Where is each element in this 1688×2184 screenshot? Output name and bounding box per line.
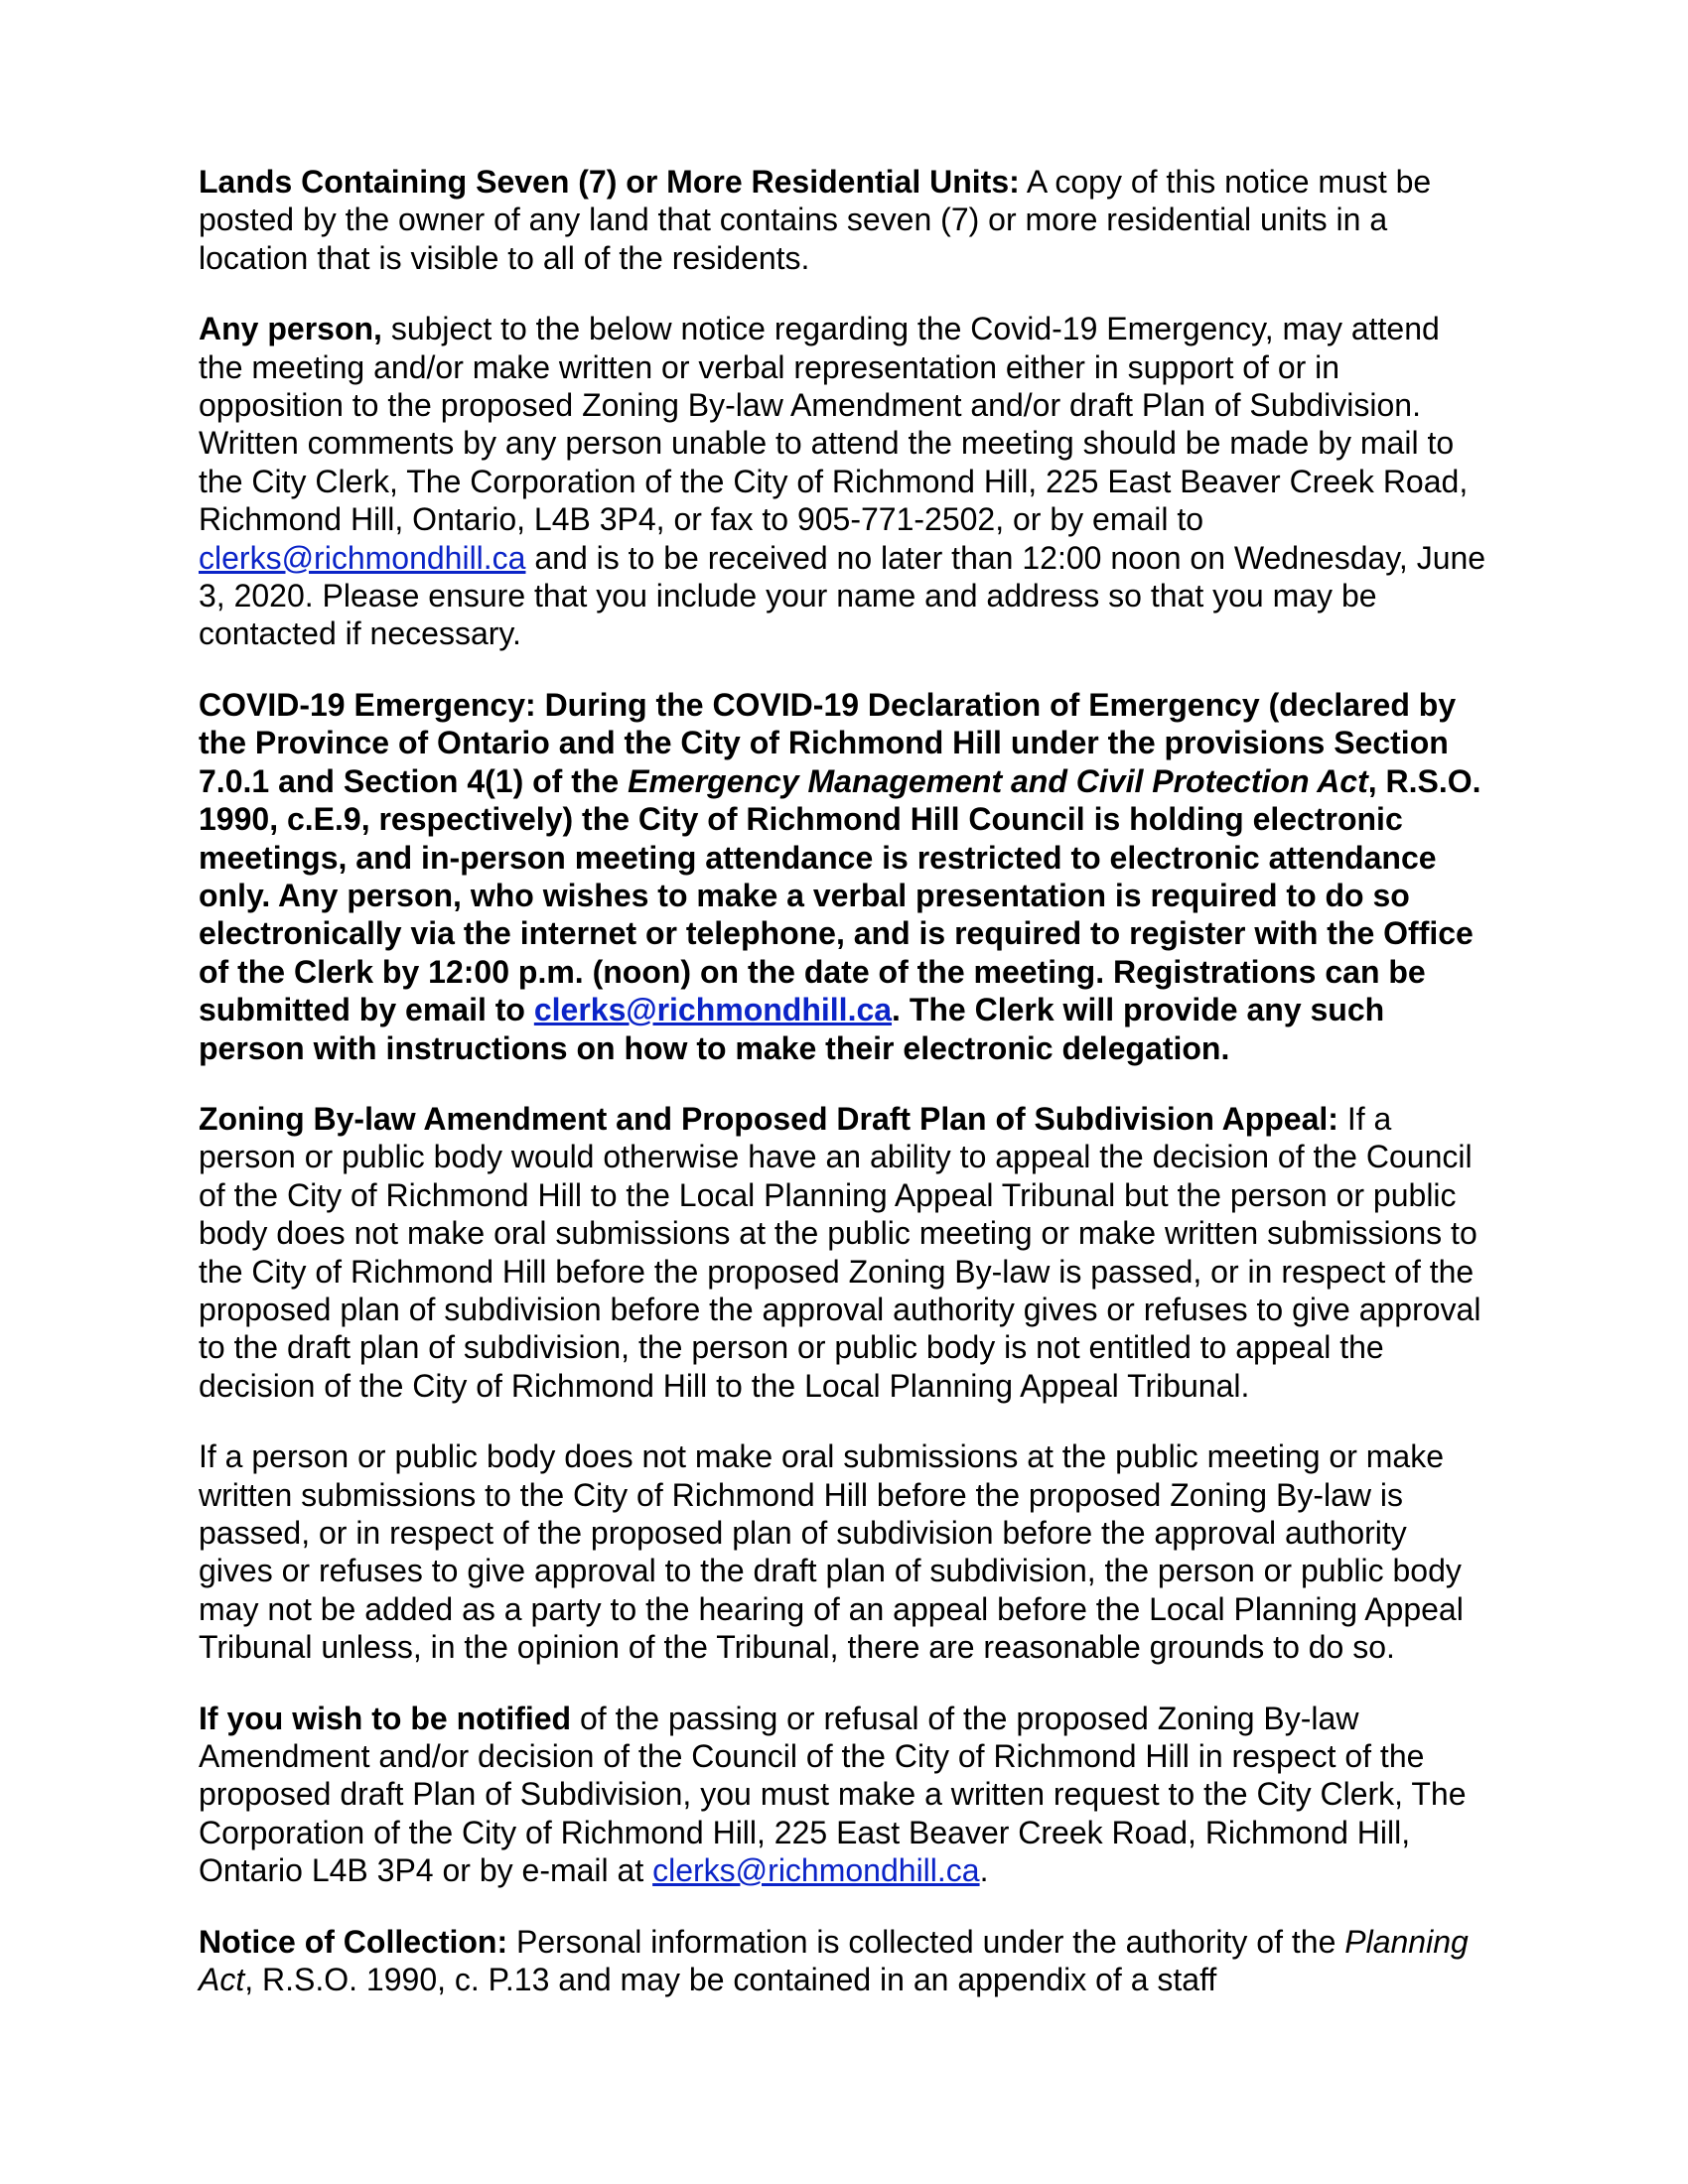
paragraph-any-person	[199, 310, 1489, 653]
paragraph-text: A copy of this notice must be posted by the owner of any land that contains seven (7) or more residential units in a location that is visible to all of the residents.	[199, 164, 1432, 276]
paragraph-text: If a person or public body would otherwise have an ability to appeal the decision of the Council of the City of Richmond Hill to the Local Planning Appeal Tribunal but the person or public body does not make oral submissions at the public meeting or make written submissions to the City of Richmond Hill before the proposed Zoning By-law is passed, or in respect of the proposed plan of subdivision before the approval authority gives or refuses to give approval to the draft plan of subdivision, the person or public body is not entitled to appeal the decision of the City of Richmond Hill to the Local Planning Appeal Tribunal.	[199, 1100, 1481, 1404]
paragraph-text: . The Clerk will provide any such person with instructions on how to make their electronic delegation.	[199, 992, 1385, 1066]
paragraph-text: .	[979, 1852, 989, 1889]
document-body	[199, 163, 1489, 2031]
paragraph-heading: If you wish to be notified	[199, 1700, 572, 1736]
act-title: Emergency Management and Civil Protection Act	[628, 762, 1368, 799]
paragraph-appeal	[199, 1100, 1489, 1405]
paragraph-heading: Zoning By-law Amendment and Proposed Draft Plan of Subdivision Appeal:	[199, 1100, 1338, 1137]
paragraph-notice-of-collection	[199, 1923, 1489, 1999]
paragraph-text: Personal information is collected under the authority of the	[507, 1923, 1345, 1960]
paragraph-notification	[199, 1700, 1489, 1890]
paragraph-heading: Notice of Collection:	[199, 1923, 508, 1960]
paragraph-heading: Any person,	[199, 311, 382, 347]
paragraph-residential-units	[199, 163, 1489, 277]
clerks-email-link[interactable]: clerks@richmondhill.ca	[533, 992, 893, 1028]
act-title: Planning Act	[199, 1923, 1469, 1998]
paragraph-heading: Lands Containing Seven (7) or More Residential Units:	[199, 164, 1020, 200]
paragraph-text: , R.S.O. 1990, c.E.9, respectively) the City of Richmond Hill Council is holding electronic meetings, and in-person meeting attendance is restricted to electronic attendance only. Any person, who wishes to make a verbal presentation is required to do so electronically via the internet or telephone, and is required to register with the Office of the Clerk by 12:00 p.m. (noon) on the date of the meeting. Registrations can be submitted by email to	[199, 762, 1481, 1028]
paragraph-text: , R.S.O. 1990, c. P.13 and may be contained in an appendix of a staff	[244, 1962, 1217, 1998]
paragraph-text: COVID-19 Emergency: During the COVID-19 Declaration of Emergency (declared by the Province of Ontario and the City of Richmond Hill under the provisions Section 7.0.1 and Section 4(1) of the	[199, 686, 1457, 799]
paragraph-text: of the passing or refusal of the proposed Zoning By-law Amendment and/or decision of the Council of the City of Richmond Hill in respect of the proposed draft Plan of Subdivision, you must make a written request to the City Clerk, The Corporation of the City of Richmond Hill, 225 East Beaver Creek Road, Richmond Hill, Ontario L4B 3P4 or by e-mail at	[199, 1700, 1467, 1889]
paragraph-party-to-hearing	[199, 1437, 1489, 1666]
paragraph-text: subject to the below notice regarding the Covid-19 Emergency, may attend the meeting and/or make written or verbal representation either in support of or in opposition to the proposed Zoning By-law Amendment and/or draft Plan of Subdivision. Written comments by any person unable to attend the meeting should be made by mail to the City Clerk, The Corporation of the City of Richmond Hill, 225 East Beaver Creek Road, Richmond Hill, Ontario, L4B 3P4, or fax to 905-771-2502, or by email to	[199, 311, 1469, 538]
clerks-email-link[interactable]: clerks@richmondhill.ca	[199, 539, 526, 576]
paragraph-covid-emergency	[199, 686, 1489, 1067]
paragraph-text: If a person or public body does not make oral submissions at the public meeting or make written submissions to the City of Richmond Hill before the proposed Zoning By-law is passed, or in respect of the proposed plan of subdivision before the approval authority gives or refuses to give approval to the draft plan of subdivision, the person or public body may not be added as a party to the hearing of an appeal before the Local Planning Appeal Tribunal unless, in the opinion of the Tribunal, there are reasonable grounds to do so.	[199, 1438, 1464, 1666]
paragraph-text: and is to be received no later than 12:00 noon on Wednesday, June 3, 2020. Please ensure that you include your name and address so that you may be contacted if necessary.	[199, 539, 1486, 652]
clerks-email-link[interactable]: clerks@richmondhill.ca	[652, 1852, 980, 1889]
